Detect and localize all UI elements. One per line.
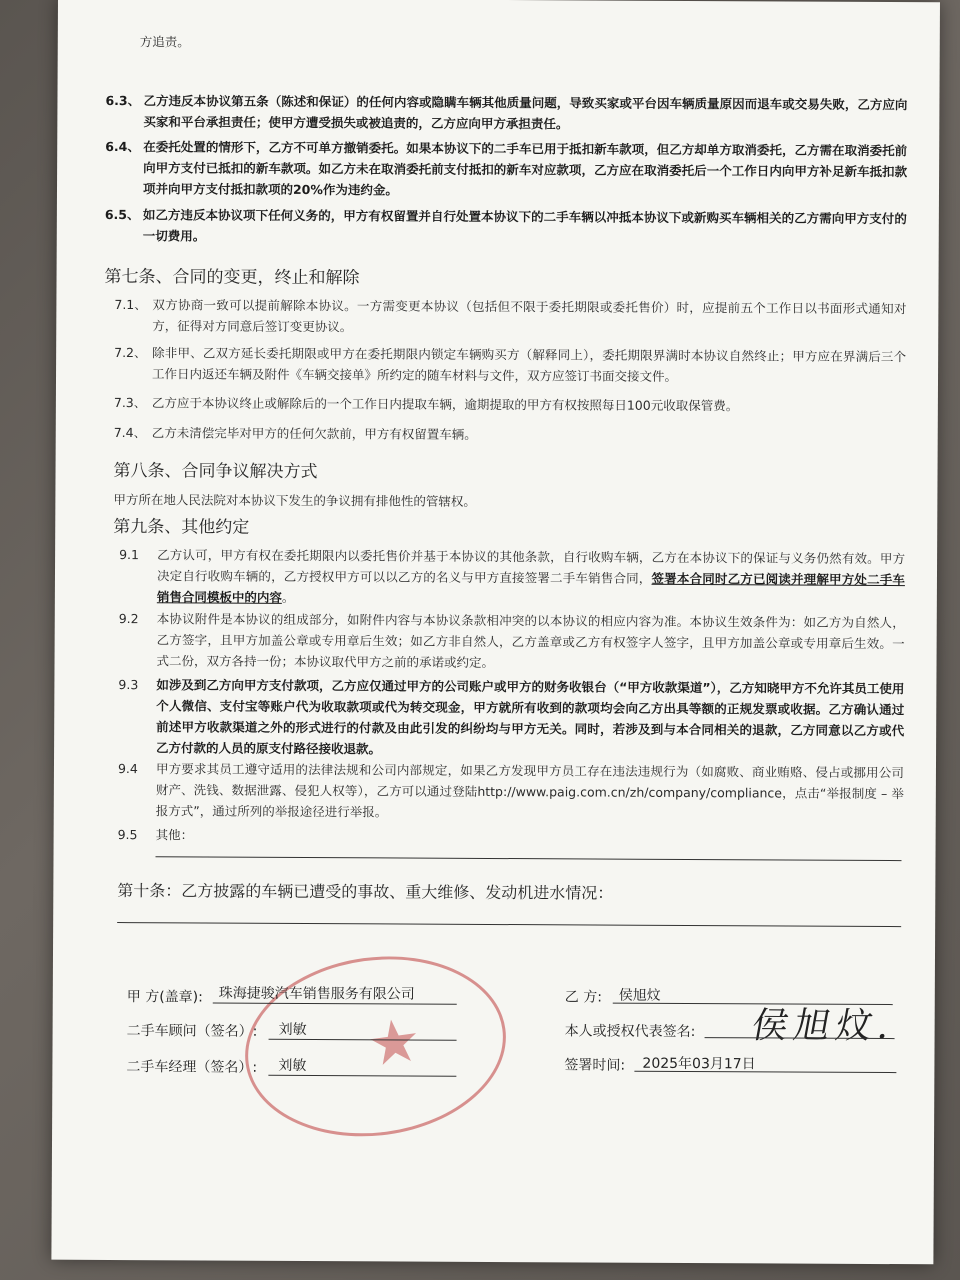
clause-text: 除非甲、乙双方延长委托期限或甲方在委托期限内锁定车辆购买方（解释同上），委托期限界满时本协议自然终止；甲方应在界满后三个工作日内返还车辆及附件《车辆交接单》所约定的随车材料与文件，双方应签订书面交接文件。 — [151, 345, 907, 384]
clause-number: 9.1 — [119, 547, 140, 563]
clause-text: 如涉及到乙方向甲方支付款项，乙方应仅通过甲方的公司账户或甲方的财务收银台（“甲方收款渠道”），乙方知晓甲方不允许其员工使用个人微信、支付宝等账户代为收取款项或代为转交现金，甲方就所有收到的款项均会向乙方出具等额的正规发票或收据。乙方确认通过前述甲方收款渠道之外的形式进行的付款及由此引发的纠纷均与甲方无关。同时，若涉及到与本合同相关的退款，乙方同意以乙方或代乙方付款的人员的原支付路径接收退款。 — [156, 677, 905, 757]
party-b-value: 侯旭炆 — [618, 987, 661, 1004]
clause-number: 9.2 — [118, 611, 139, 627]
section-10-title: 第十条：乙方披露的车辆已遭受的事故、重大维修、发动机进水情况： — [117, 881, 614, 903]
clause-number: 6.3、 — [105, 92, 141, 109]
seal-star-icon: ★ — [362, 1004, 426, 1082]
contract-page — [51, 0, 940, 1264]
clause-number: 7.4、 — [113, 424, 147, 441]
clause-7-4 — [114, 422, 906, 448]
clause-text: 乙方未清偿完毕对甲方的任何欠款前，甲方有权留置车辆。 — [151, 425, 477, 442]
date-value: 2025年03月17日 — [642, 1055, 756, 1073]
clause-9-1 — [119, 544, 905, 614]
clause-text: 本协议附件是本协议的组成部分，如附件内容与本协议条款相冲突的以本协议的相应内容为准。本协议生效条件为：如乙方为自然人，乙方签字，且甲方加盖公章或专用章后生效；如乙方非自然人，乙方盖章或乙方有权签字人签字，且甲方加盖公章或专用章后生效。一式二份，双方各持一份；本协议取代甲方之前的承诺或约定。 — [156, 611, 905, 670]
clause-number: 9.4 — [117, 761, 138, 777]
manager-value: 刘敏 — [278, 1057, 307, 1075]
clause-9-5 — [118, 824, 904, 850]
clause-7-2 — [114, 342, 906, 390]
clause-number: 9.5 — [117, 827, 138, 843]
section-7-title: 第七条、合同的变更，终止和解除 — [104, 266, 360, 289]
party-b-label: 乙 方: — [564, 989, 602, 1006]
rep-label: 本人或授权代表签名: — [564, 1023, 696, 1041]
clause-6-5 — [105, 204, 907, 252]
clause-text: 如乙方违反本协议项下任何义务的，甲方有权留置并自行处置本协议下的二手车辆以冲抵本协议下或新购买车辆相关的乙方需向甲方支付的一切费用。 — [142, 207, 907, 244]
clause-6-4 — [105, 136, 907, 206]
clause-number: 9.3 — [118, 677, 139, 693]
clause-text — [157, 544, 905, 611]
clause-number: 7.2、 — [114, 344, 147, 361]
continued-text: 方追责。 — [139, 34, 190, 50]
clause-text: 双方协商一致可以提前解除本协议。一方需变更本协议（包括但不限于委托期限或委托售价）时，应提前五个工作日以书面形式通知对方，征得对方同意后签订变更协议。 — [152, 297, 907, 335]
clause-number: 7.3、 — [113, 394, 147, 411]
clause-6-3 — [105, 90, 907, 138]
clause-text: 乙方违反本协议第五条（陈述和保证）的任何内容或隐瞒车辆其他质量问题，导致买家或平台因车辆质量原因而退车或交易失败，乙方应向买家和平台承担责任；使甲方遭受损失或被追责的，乙方应向甲方承担责任。 — [143, 93, 908, 132]
handwritten-signature: 侯旭炆. — [748, 1005, 900, 1048]
clause-text: 甲方要求其员工遵守适用的法律法规和公司内部规定，如果乙方发现甲方员工存在违法违规行为（如腐败、商业贿赂、侵占或挪用公司财产、洗钱、数据泄露、侵犯人权等），乙方可以通过登陆http://www.paig.com.cn/zh/company/compliance，点击“举报制度 – 举报方式”，通过所列的举报途径进行举报。 — [155, 761, 904, 820]
section-8-text: 甲方所在地人民法院对本协议下发生的争议拥有排他性的管辖权。 — [113, 491, 476, 509]
section-8-title: 第八条、合同争议解决方式 — [113, 460, 318, 483]
clause-9-1-body: 乙方认可，甲方有权在委托期限内以委托售价并基于本协议的其他条款，自行收购车辆，乙方在本协议下的保证与义务仍然有效。甲方决定自行收购车辆的，乙方授权甲方可以以乙方的名义与甲方直接签署二手车销售合同， — [156, 547, 906, 586]
clause-text: 在委托处置的情形下，乙方不可单方撤销委托。如果本协议下的二手车已用于抵扣新车款项，但乙方却单方取消委托，乙方需在取消委托前向甲方支付已抵扣的新车款项。如乙方未在取消委托前支付抵扣的新车对应款项，乙方应在取消委托后一个工作日内向甲方补足新车抵扣款项并向甲方支付抵扣款项的20%作为违约金。 — [142, 139, 908, 198]
company-seal — [234, 941, 517, 1152]
clause-9-3 — [118, 674, 904, 766]
clause-label: 其他： — [155, 827, 194, 843]
clause-number: 7.1、 — [114, 296, 147, 313]
clause-9-1-end: 。 — [281, 589, 295, 605]
clause-7-1 — [114, 294, 906, 342]
clause-number: 6.5、 — [104, 206, 140, 223]
disclosure-line — [117, 922, 901, 927]
party-a-value: 珠海捷骏汽车销售服务有限公司 — [218, 985, 415, 1003]
party-a-label: 甲 方(盖章): — [126, 989, 203, 1006]
clause-7-3 — [114, 392, 906, 418]
clause-9-4 — [118, 758, 904, 828]
clause-number: 6.4、 — [105, 138, 140, 155]
other-terms-line — [156, 856, 902, 861]
clause-text: 乙方应于本协议终止或解除后的一个工作日内提取车辆，逾期提取的甲方有权按照每日100元收取保管费。 — [151, 395, 739, 414]
date-label: 签署时间: — [564, 1057, 626, 1074]
clause-9-2 — [118, 608, 904, 678]
section-9-title: 第九条、其他约定 — [113, 516, 250, 538]
advisor-value: 刘敏 — [278, 1021, 307, 1039]
advisor-label: 二手车顾问（签名）: — [126, 1023, 258, 1040]
manager-label: 二手车经理（签名）: — [126, 1059, 258, 1076]
clause-9-1-emphasis: 签署本合同时乙方已阅读并理解甲方处二手车销售合同模板中的内容 — [156, 570, 905, 605]
